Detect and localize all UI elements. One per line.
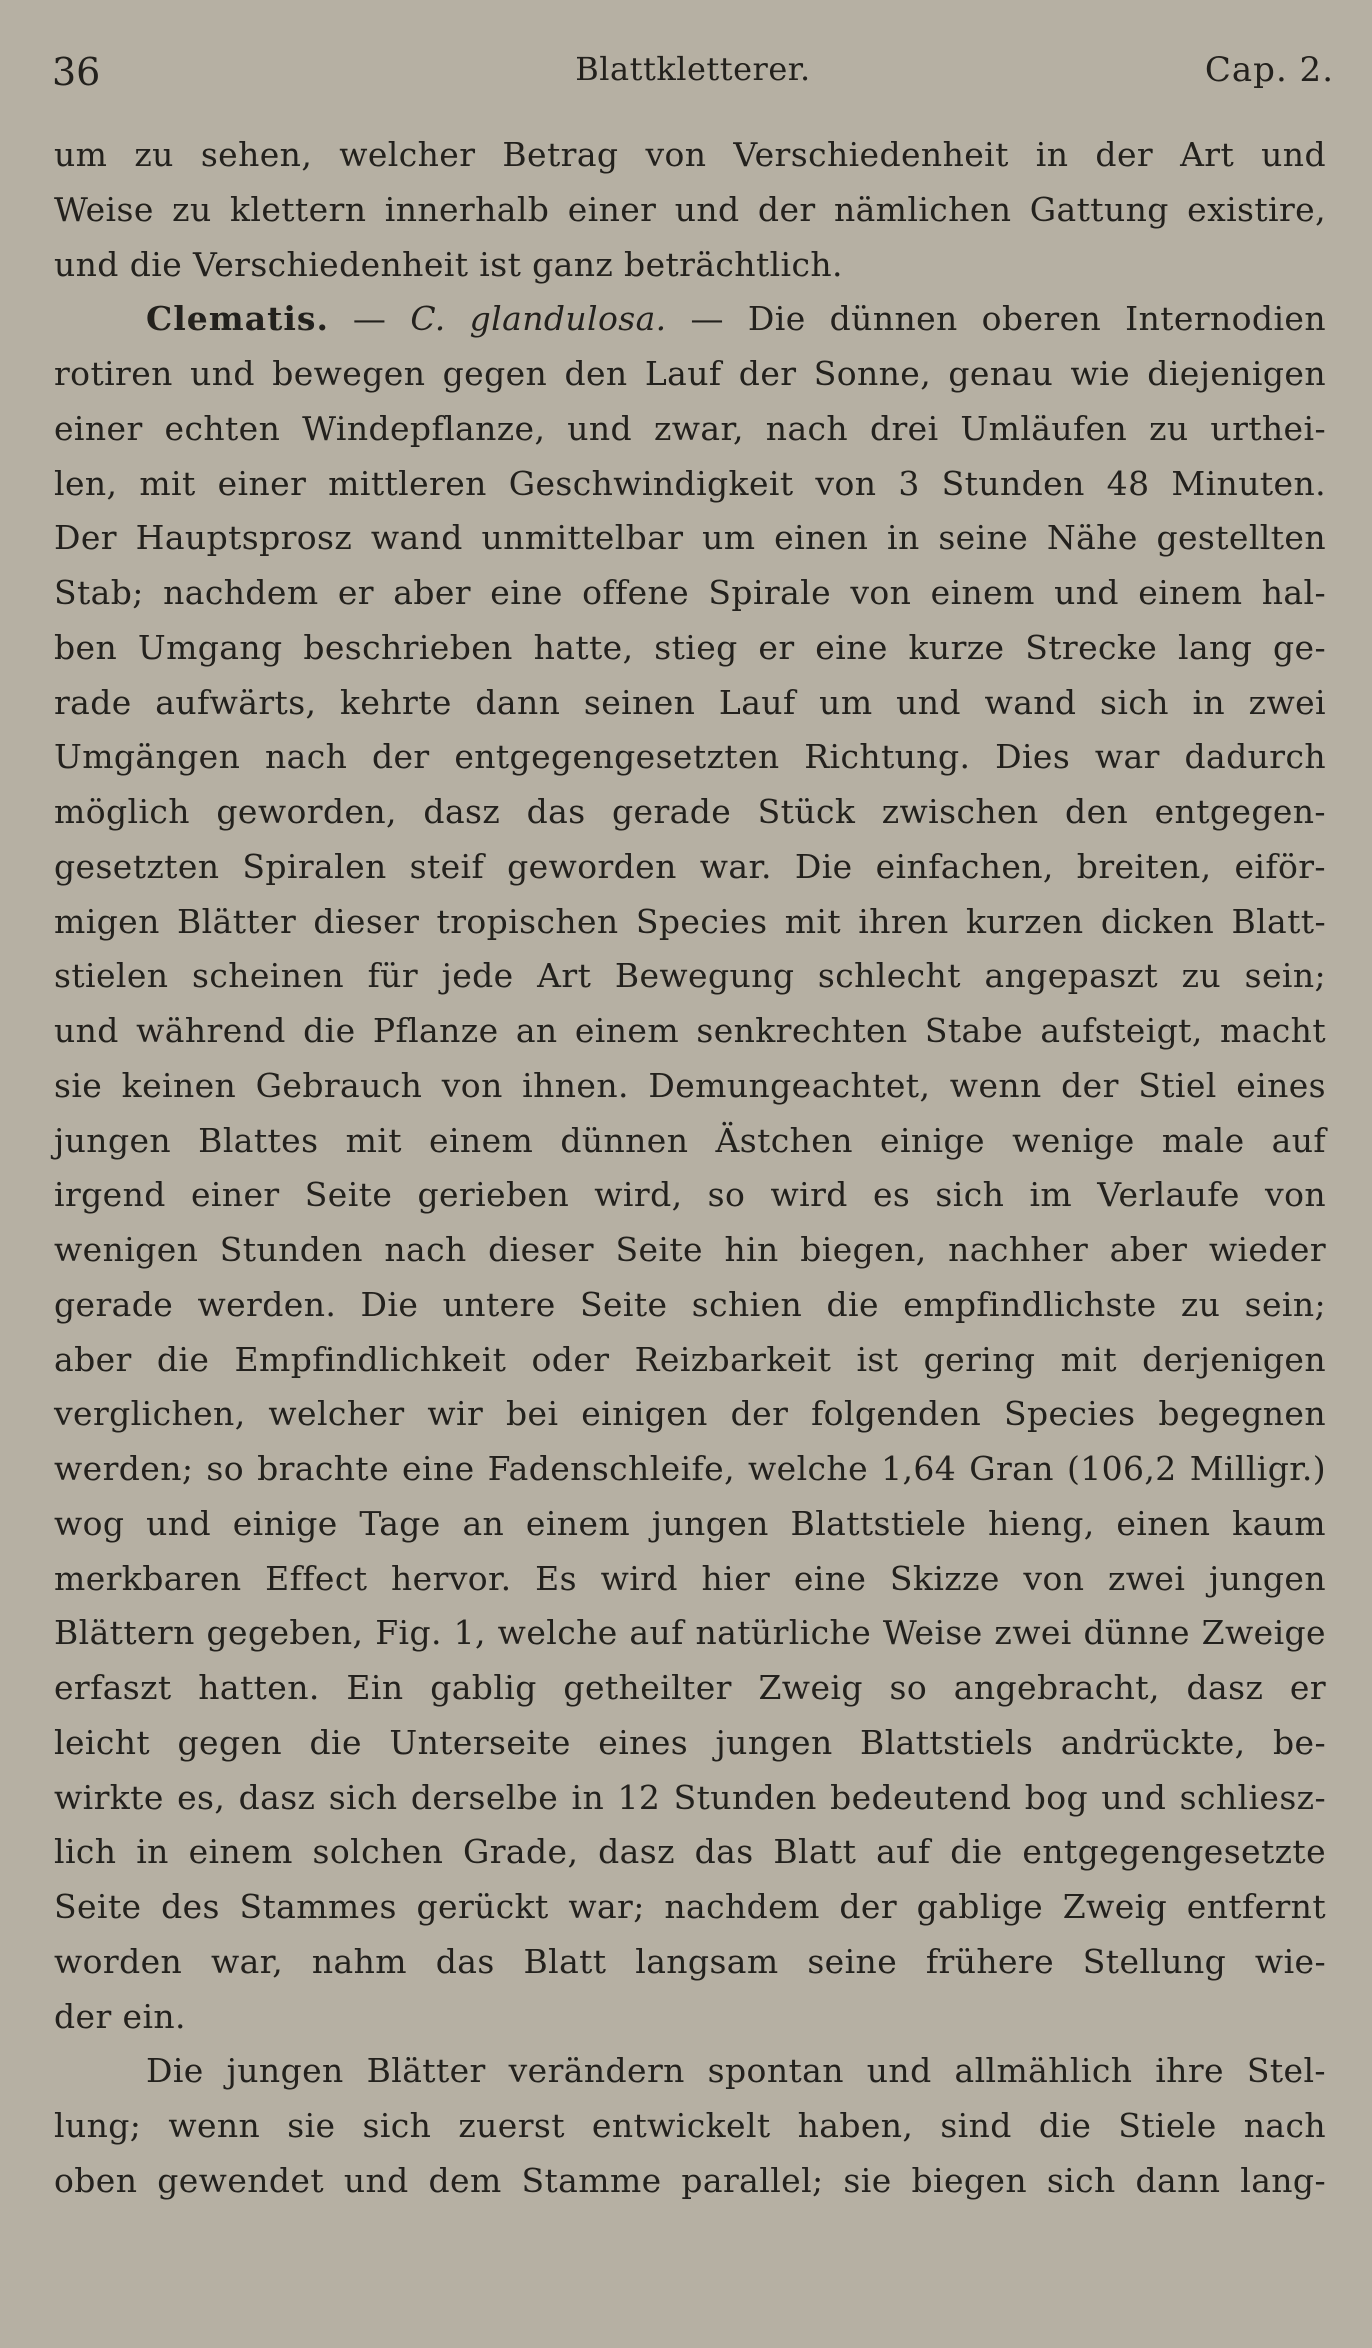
text-line: sie keinen Gebrauch von ihnen. Demungeachtet, wenn der Stiel eines	[54, 1065, 1326, 1105]
text-line: rotiren und bewegen gegen den Lauf der Sonne, genau wie diejenigen	[54, 354, 1326, 393]
line-text: — Die dünnen oberen Internodien	[666, 299, 1326, 339]
text-line: aber die Empfindlichkeit oder Reizbarkeit ist gering mit derjenigen	[54, 1339, 1326, 1379]
text-line: ben Umgang beschrieben hatte, stieg er eine kurze Strecke lang ge-	[54, 627, 1326, 667]
text-line: Stab; nachdem er aber eine offene Spirale von einem und einem hal-	[54, 573, 1326, 612]
text-line: möglich geworden, dasz das gerade Stück zwischen den entgegen-	[54, 792, 1326, 831]
text-line: Weise zu klettern innerhalb einer und der nämlichen Gattung existire,	[54, 189, 1326, 229]
text-line: gesetzten Spiralen steif geworden war. Die einfachen, breiten, eiför-	[54, 846, 1326, 886]
text-line: Blättern gegeben, Fig. 1, welche auf natürliche Weise zwei dünne Zweige	[54, 1613, 1326, 1653]
text-line	[54, 292, 1326, 347]
text-line: oben gewendet und dem Stamme parallel; sie biegen sich dann lang-	[54, 2160, 1326, 2200]
text-line: Die jungen Blätter verändern spontan und allmählich ihre Stel-	[146, 2051, 1326, 2091]
page-header	[52, 46, 1334, 106]
text-line: gerade werden. Die untere Seite schien die empfindlichste zu sein;	[54, 1284, 1326, 1324]
text-line: leicht gegen die Unterseite eines jungen Blattstiels andrückte, be-	[54, 1722, 1326, 1762]
text-line: Seite des Stammes gerückt war; nachdem der gablige Zweig entfernt	[54, 1887, 1326, 1926]
dash-separator: —	[328, 299, 411, 339]
text-line: einer echten Windepflanze, und zwar, nach drei Umläufen zu urthei-	[54, 408, 1326, 448]
text-line: migen Blätter dieser tropischen Species mit ihren kurzen dicken Blatt-	[54, 901, 1326, 941]
text-line: und die Verschiedenheit ist ganz beträchtlich.	[54, 244, 843, 284]
running-title: Blattkletterer.	[575, 50, 811, 88]
text-line: len, mit einer mittleren Geschwindigkeit von 3 Stunden 48 Minuten.	[54, 463, 1326, 503]
text-line: verglichen, welcher wir bei einigen der folgenden Species begegnen	[54, 1394, 1326, 1434]
text-line: lung; wenn sie sich zuerst entwickelt haben, sind die Stiele nach	[54, 2106, 1326, 2145]
text-line: werden; so brachte eine Fadenschleife, welche 1,64 Gran (106,2 Milligr.)	[54, 1449, 1326, 1488]
text-line: merkbaren Effect hervor. Es wird hier eine Skizze von zwei jungen	[54, 1558, 1326, 1598]
text-line: rade aufwärts, kehrte dann seinen Lauf um und wand sich in zwei	[54, 682, 1326, 722]
chapter-label: Cap. 2.	[1204, 50, 1334, 90]
text-line: der ein.	[54, 1996, 186, 2036]
text-line: wog und einige Tage an einem jungen Blattstiele hieng, einen kaum	[54, 1503, 1326, 1543]
text-line: Der Hauptsprosz wand unmittelbar um einen in seine Nähe gestellten	[54, 518, 1326, 558]
text-line: irgend einer Seite gerieben wird, so wird es sich im Verlaufe von	[54, 1175, 1326, 1215]
text-line: wirkte es, dasz sich derselbe in 12 Stunden bedeutend bog und schliesz-	[54, 1777, 1326, 1817]
text-line: worden war, nahm das Blatt langsam seine frühere Stellung wie-	[54, 1941, 1326, 1981]
text-line: jungen Blattes mit einem dünnen Ästchen einige wenige male auf	[54, 1120, 1326, 1160]
genus-name: Clematis.	[146, 299, 329, 339]
text-line: stielen scheinen für jede Art Bewegung schlecht angepaszt zu sein;	[54, 956, 1326, 996]
text-line: Umgängen nach der entgegengesetzten Richtung. Dies war dadurch	[54, 737, 1326, 777]
species-name: C. glandulosa.	[410, 299, 667, 339]
page-number: 36	[52, 50, 101, 94]
text-line: wenigen Stunden nach dieser Seite hin biegen, nachher aber wieder	[54, 1230, 1326, 1269]
body-text	[54, 128, 1326, 2209]
text-line: und während die Pflanze an einem senkrechten Stabe aufsteigt, macht	[54, 1011, 1326, 1050]
text-line: um zu sehen, welcher Betrag von Verschiedenheit in der Art und	[54, 135, 1326, 174]
text-line: lich in einem solchen Grade, dasz das Blatt auf die entgegengesetzte	[54, 1832, 1326, 1872]
text-line: erfaszt hatten. Ein gablig getheilter Zweig so angebracht, dasz er	[54, 1668, 1326, 1707]
